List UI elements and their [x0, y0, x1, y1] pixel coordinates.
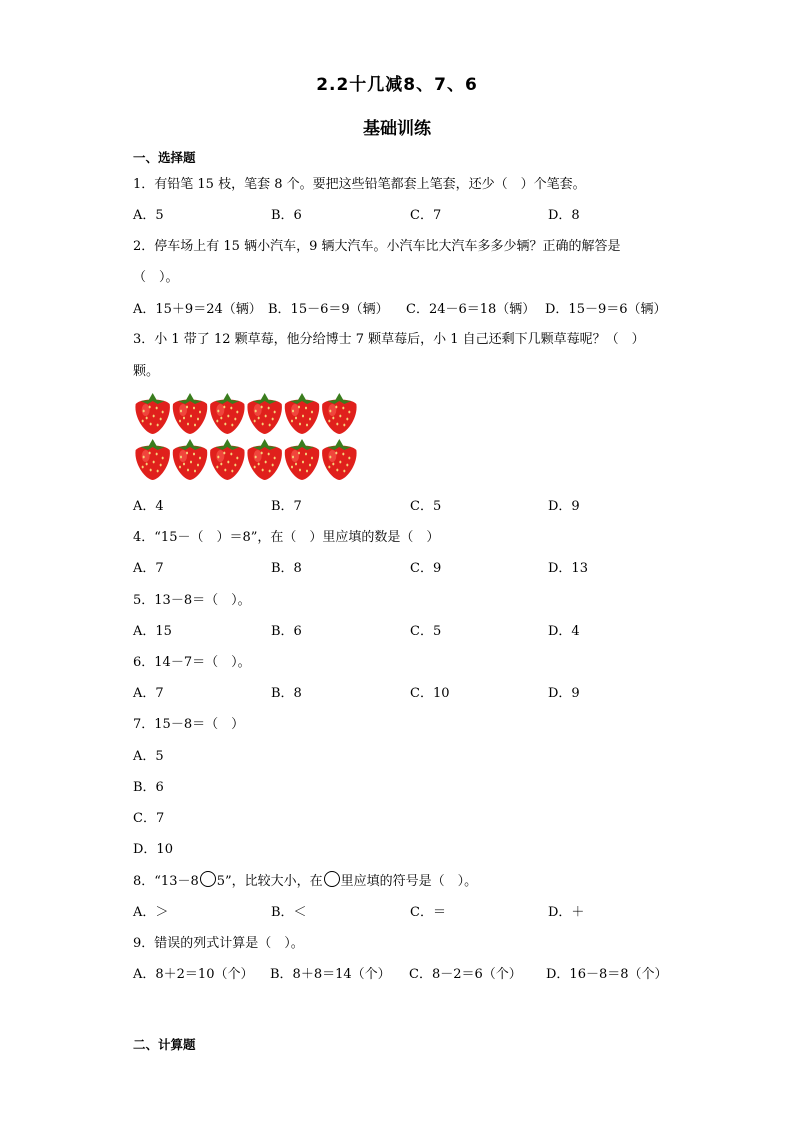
- section-heading-calculation: 二、计算题: [133, 1037, 196, 1052]
- strawberry-icon: [285, 393, 319, 434]
- question-2-option-b: B．15－6＝9（辆）: [268, 302, 389, 317]
- question-5-option-d: D．4: [548, 624, 580, 639]
- strawberries-image: [134, 388, 358, 480]
- question-8-stem-part-b: 5”，比较大小，在: [216, 874, 323, 889]
- question-2-option-d: D．15－9＝6（辆）: [545, 302, 667, 317]
- question-7-option-b: B．6: [133, 780, 164, 795]
- question-3-option-c: C．5: [410, 499, 442, 514]
- question-3-option-a: A．4: [133, 499, 164, 514]
- question-1-option-c: C．7: [410, 208, 442, 223]
- question-9-option-d: D．16－8＝8（个）: [546, 967, 668, 982]
- circle-blank-icon: [200, 871, 216, 887]
- question-3-option-b: B．7: [271, 499, 302, 514]
- question-6-option-a: A．7: [133, 686, 164, 701]
- question-8-stem-part-c: 里应填的符号是（ ）。: [340, 874, 478, 889]
- question-6-option-c: C．10: [410, 686, 450, 701]
- question-2-stem: 2．停车场上有 15 辆小汽车，9 辆大汽车。小汽车比大汽车多多少辆？正确的解答是: [133, 239, 621, 254]
- question-3-option-d: D．9: [548, 499, 580, 514]
- question-5-option-a: A．15: [133, 624, 172, 639]
- strawberry-icon: [173, 439, 207, 480]
- question-8-stem: [133, 870, 477, 889]
- question-4-option-c: C．9: [410, 561, 442, 576]
- question-2-option-c: C．24－6＝18（辆）: [406, 302, 536, 317]
- question-4-option-b: B．8: [271, 561, 302, 576]
- question-6-stem: 6．14－7＝（ ）。: [133, 655, 251, 670]
- question-1-stem: 1．有铅笔 15 枝，笔套 8 个。要把这些铅笔都套上笔套，还少（ ）个笔套。: [133, 177, 586, 192]
- strawberry-icon: [322, 393, 356, 434]
- question-6-option-b: B．8: [271, 686, 302, 701]
- question-4-stem: 4．“15－（ ）＝8”，在（ ）里应填的数是（ ）: [133, 530, 440, 545]
- question-6-option-d: D．9: [548, 686, 580, 701]
- question-8-option-c: C．＝: [410, 905, 446, 920]
- strawberry-icon: [247, 393, 281, 434]
- question-4-option-d: D．13: [548, 561, 588, 576]
- question-9-option-a: A．8＋2＝10（个）: [133, 967, 254, 982]
- question-1-option-d: D．8: [548, 208, 580, 223]
- section-heading-choice: 一、选择题: [133, 150, 196, 165]
- strawberry-icon: [210, 393, 244, 434]
- question-5-option-c: C．5: [410, 624, 442, 639]
- strawberry-icon: [173, 393, 207, 434]
- question-5-stem: 5．13－8＝（ ）。: [133, 593, 251, 608]
- strawberry-icon: [135, 393, 169, 434]
- question-8-option-d: D．＋: [548, 905, 585, 920]
- strawberry-icon: [285, 439, 319, 480]
- question-2-option-a: A．15＋9＝24（辆）: [133, 302, 262, 317]
- question-5-option-b: B．6: [271, 624, 302, 639]
- question-8-option-b: B．＜: [271, 905, 307, 920]
- page-subtitle: 基础训练: [363, 119, 431, 139]
- strawberry-icon: [135, 439, 169, 480]
- strawberry-icon: [210, 439, 244, 480]
- question-3-stem: 3．小 1 带了 12 颗草莓，他分给博士 7 颗草莓后，小 1 自己还剩下几颗草莓呢？（ ）: [133, 332, 645, 347]
- question-8-option-a: A．＞: [133, 905, 169, 920]
- question-4-option-a: A．7: [133, 561, 164, 576]
- strawberry-icon: [322, 439, 356, 480]
- question-7-stem: 7．15－8＝（ ）: [133, 717, 245, 732]
- circle-blank-icon: [324, 871, 340, 887]
- question-8-stem-part-a: 8．“13－8: [133, 874, 199, 889]
- question-7-option-c: C．7: [133, 811, 165, 826]
- question-3-stem-cont: 颗。: [133, 364, 160, 379]
- question-9-option-b: B．8＋8＝14（个）: [270, 967, 391, 982]
- page-title: 2.2十几减8、7、6: [316, 75, 478, 95]
- question-9-option-c: C．8－2＝6（个）: [409, 967, 522, 982]
- question-7-option-a: A．5: [133, 749, 164, 764]
- strawberry-icon: [247, 439, 281, 480]
- question-7-option-d: D．10: [133, 842, 173, 857]
- question-1-option-a: A．5: [133, 208, 164, 223]
- question-9-stem: 9．错误的列式计算是（ ）。: [133, 936, 304, 951]
- question-2-stem-cont: （ ）。: [133, 270, 179, 285]
- question-1-option-b: B．6: [271, 208, 302, 223]
